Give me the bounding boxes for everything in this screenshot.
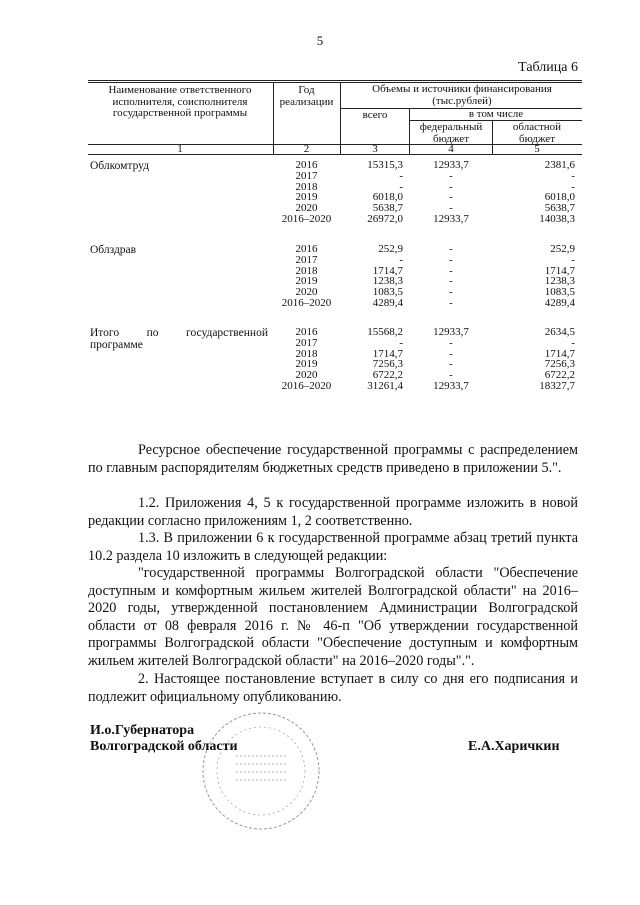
cell-year: 2017 [295,169,318,182]
cell-regional: 14038,3 [539,213,575,225]
cell-federal: - [449,369,453,382]
cell-regional: 2634,5 [544,326,575,338]
table-caption: Таблица 6 [518,60,578,75]
cell-year: 2019 [295,191,318,204]
cell-year: 2020 [295,202,318,215]
cell-federal: 12933,7 [433,380,469,392]
cell-year: 2020 [295,369,318,382]
column-number: 2 [303,143,310,155]
cell-total: 4289,4 [372,297,403,309]
cell-federal: - [449,358,453,371]
cell-total: 31261,4 [367,380,403,392]
cell-year: 2016 [295,243,318,255]
cell-regional: 18327,7 [539,380,575,392]
cell-total: 1714,7 [372,347,403,360]
cell-total: - [399,180,403,193]
cell-year: 2019 [295,275,318,288]
cell-federal: - [449,191,453,204]
cell-total: 26972,0 [367,213,403,225]
paragraph-resources: Ресурсное обеспечение государственной программы с распределением по главным распорядителям бюджетных средств приведено в приложении 5.". [88,442,578,476]
group-name: Облкомтруд [90,160,150,172]
cell-regional: 1714,7 [544,264,575,277]
cell-regional: 4289,4 [544,297,575,309]
header-federal: федеральный бюджет [419,121,483,145]
cell-federal: - [449,347,453,360]
cell-regional: 6018,0 [544,191,575,204]
paragraph-quote: "государственной программы Волгоградской области "Обеспечение доступным и комфортным жильем жителей Волгоградской области" на 2016–2020 годы, утвержденной постановлением Администрации Волгоградской области от 08 февраля 2016 г. № 46-п "Об утверждении государственной программы Волгоградской области "Обеспечение доступным и комфортным жильем жителей Волгоградской области" на 2016–2020 годы".". [88,565,578,669]
cell-year: 2016 [295,326,318,338]
cell-regional: 5638,7 [544,202,575,215]
cell-federal: - [449,243,453,255]
header-regional: областной бюджет [512,121,562,145]
paragraph-2: 2. Настоящее постановление вступает в силу со дня его подписания и подлежит официальному опубликованию. [88,671,578,705]
column-number: 5 [534,143,540,155]
cell-regional: 1238,3 [544,275,575,288]
header-including: в том числе [468,108,524,120]
cell-federal: - [449,180,453,193]
cell-year: 2017 [295,253,318,266]
signatory-position-line2: Волгоградской области [90,739,238,754]
cell-total: 15568,2 [367,326,403,338]
cell-regional: - [571,336,575,349]
cell-year: 2017 [295,336,318,349]
cell-federal: - [449,286,453,299]
cell-regional: 1714,7 [544,347,575,360]
cell-federal: - [449,264,453,277]
cell-regional: 2381,6 [544,159,575,171]
group-name: Итого по государственной программе [90,327,268,351]
cell-regional: 1083,5 [544,286,575,299]
cell-total: - [399,253,403,266]
signatory-position-line1: И.о.Губернатора [90,723,195,738]
column-number: 1 [177,143,183,155]
column-number: 4 [448,143,454,155]
cell-federal: - [449,297,453,309]
cell-year: 2016–2020 [281,297,332,309]
header-name: Наименование ответственного исполнителя, соисполнителя государственной программы [108,84,252,119]
cell-federal: 12933,7 [433,159,469,171]
cell-year: 2016–2020 [281,380,332,392]
paragraph-1-2: 1.2. Приложения 4, 5 к государственной программе изложить в новой редакции согласно приложениям 1, 2 соответственно. [88,495,578,529]
cell-total: - [399,169,403,182]
cell-federal: - [449,275,453,288]
cell-federal: - [449,202,453,215]
cell-regional: 6722,2 [544,369,575,382]
cell-regional: - [571,180,575,193]
cell-total: 1714,7 [372,264,403,277]
header-funding: Объемы и источники финансирования (тыс.рублей) [372,83,552,107]
cell-total: 6018,0 [372,191,403,204]
cell-year: 2018 [295,180,318,193]
cell-year: 2018 [295,347,318,360]
cell-regional: - [571,169,575,182]
cell-regional: 252,9 [550,243,575,255]
cell-total: 1238,3 [372,275,403,288]
cell-federal: 12933,7 [433,326,469,338]
cell-federal: - [449,169,453,182]
cell-year: 2016 [295,159,318,171]
cell-federal: 12933,7 [433,213,469,225]
column-number: 3 [372,143,378,155]
paragraph-1-3: 1.3. В приложении 6 к государственной программе абзац третий пункта 10.2 раздела 10 изложить в следующей редакции: [88,530,578,564]
cell-year: 2019 [295,358,318,371]
cell-total: 5638,7 [372,202,403,215]
cell-regional: 7256,3 [544,358,575,371]
cell-total: 7256,3 [372,358,403,371]
cell-total: - [399,336,403,349]
official-seal-stamp [196,706,326,836]
cell-total: 1083,5 [372,286,403,299]
page-number: 5 [316,33,324,48]
signatory-name: Е.А.Харичкин [468,739,560,754]
cell-regional: - [571,253,575,266]
cell-total: 15315,3 [367,159,403,171]
cell-total: 252,9 [378,243,403,255]
header-year: Год реализации [279,84,334,108]
cell-year: 2016–2020 [281,213,332,225]
cell-total: 6722,2 [372,369,403,382]
cell-federal: - [449,253,453,266]
group-name: Облздрав [90,244,137,256]
cell-year: 2020 [295,286,318,299]
cell-year: 2018 [295,264,318,277]
header-total: всего [362,109,388,121]
cell-federal: - [449,336,453,349]
